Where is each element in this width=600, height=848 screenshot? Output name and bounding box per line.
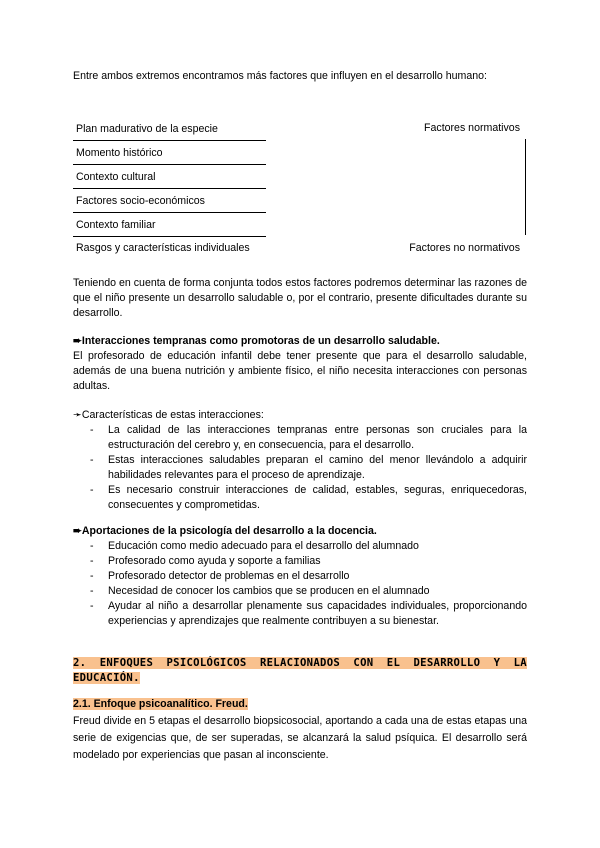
table-row: Factores socio-económicos [73,189,266,213]
section-heading: ➨Aportaciones de la psicología del desarrollo a la docencia. [73,525,377,537]
subsection-text: Freud divide en 5 etapas el desarrollo biopsicosocial, aportando a cada una de estas etapas una serie de exigencias que, de ser superadas, se alcanzará la salud psíquica. El desarrollo será modelado por experiencias que pasan al inconsciente. [73,715,527,761]
characteristics-list [73,423,527,513]
section-heading: ➛Características de estas interacciones: [73,409,264,421]
list-item: - Profesorado detector de problemas en el desarrollo [73,569,527,584]
list-item: - Ayudar al niño a desarrollar plenamente sus capacidades individuales, proporcionando experiencias y aprendizajes que realmente contribuyen a su bienestar. [73,599,527,629]
non-normative-label: Factores no normativos [409,242,520,254]
section-interactions [73,334,527,394]
chapter-heading: 2. ENFOQUES PSICOLÓGICOS RELACIONADOS CON EL DESARROLLO Y LA EDUCACIÓN. [73,657,527,684]
contributions-list [73,539,527,629]
paragraph-factors: Teniendo en cuenta de forma conjunta todos estos factores podremos determinar las razones de que el niño presente un desarrollo saludable o, por el contrario, presente dificultades durante su desarrollo. [73,277,527,319]
list-item: - Es necesario construir interacciones de calidad, estables, seguras, enriquecedoras, consecuentes y comprometidas. [73,483,527,513]
section-contributions [73,524,527,629]
list-item: - Necesidad de conocer los cambios que se producen en el alumnado [73,584,527,599]
section-2-1 [73,697,527,764]
table-row: Plan madurativo de la especie [73,117,266,141]
normative-label: Factores normativos [424,122,520,134]
section-text: El profesorado de educación infantil debe tener presente que para el desarrollo saludable, además de una buena nutrición y ambiente físico, el niño necesita interacciones con personas adultas. [73,350,527,392]
table-row: Contexto cultural [73,165,266,189]
list-item: - Educación como medio adecuado para el desarrollo del alumnado [73,539,527,554]
intro-text: Entre ambos extremos encontramos más factores que influyen en el desarrollo humano: [73,70,487,82]
section-2-title [73,656,527,686]
list-item: - Estas interacciones saludables preparan el camino del menor llevándolo a adquirir habilidades relevantes para el proceso de aprendizaje. [73,453,527,483]
section-characteristics [73,408,527,513]
list-item: - Profesorado como ayuda y soporte a familias [73,554,527,569]
factors-range-line [525,139,526,235]
section-heading: ➨Interacciones tempranas como promotoras de un desarrollo saludable. [73,335,440,347]
table-row: Momento histórico [73,141,266,165]
list-item: - La calidad de las interacciones tempranas entre personas son cruciales para la estructuración del cerebro y, en consecuencia, para el desarrollo. [73,423,527,453]
table-last-row: Rasgos y características individuales [76,242,250,254]
table-row: Contexto familiar [73,213,266,237]
subsection-heading: 2.1. Enfoque psicoanalítico. Freud. [73,698,248,710]
